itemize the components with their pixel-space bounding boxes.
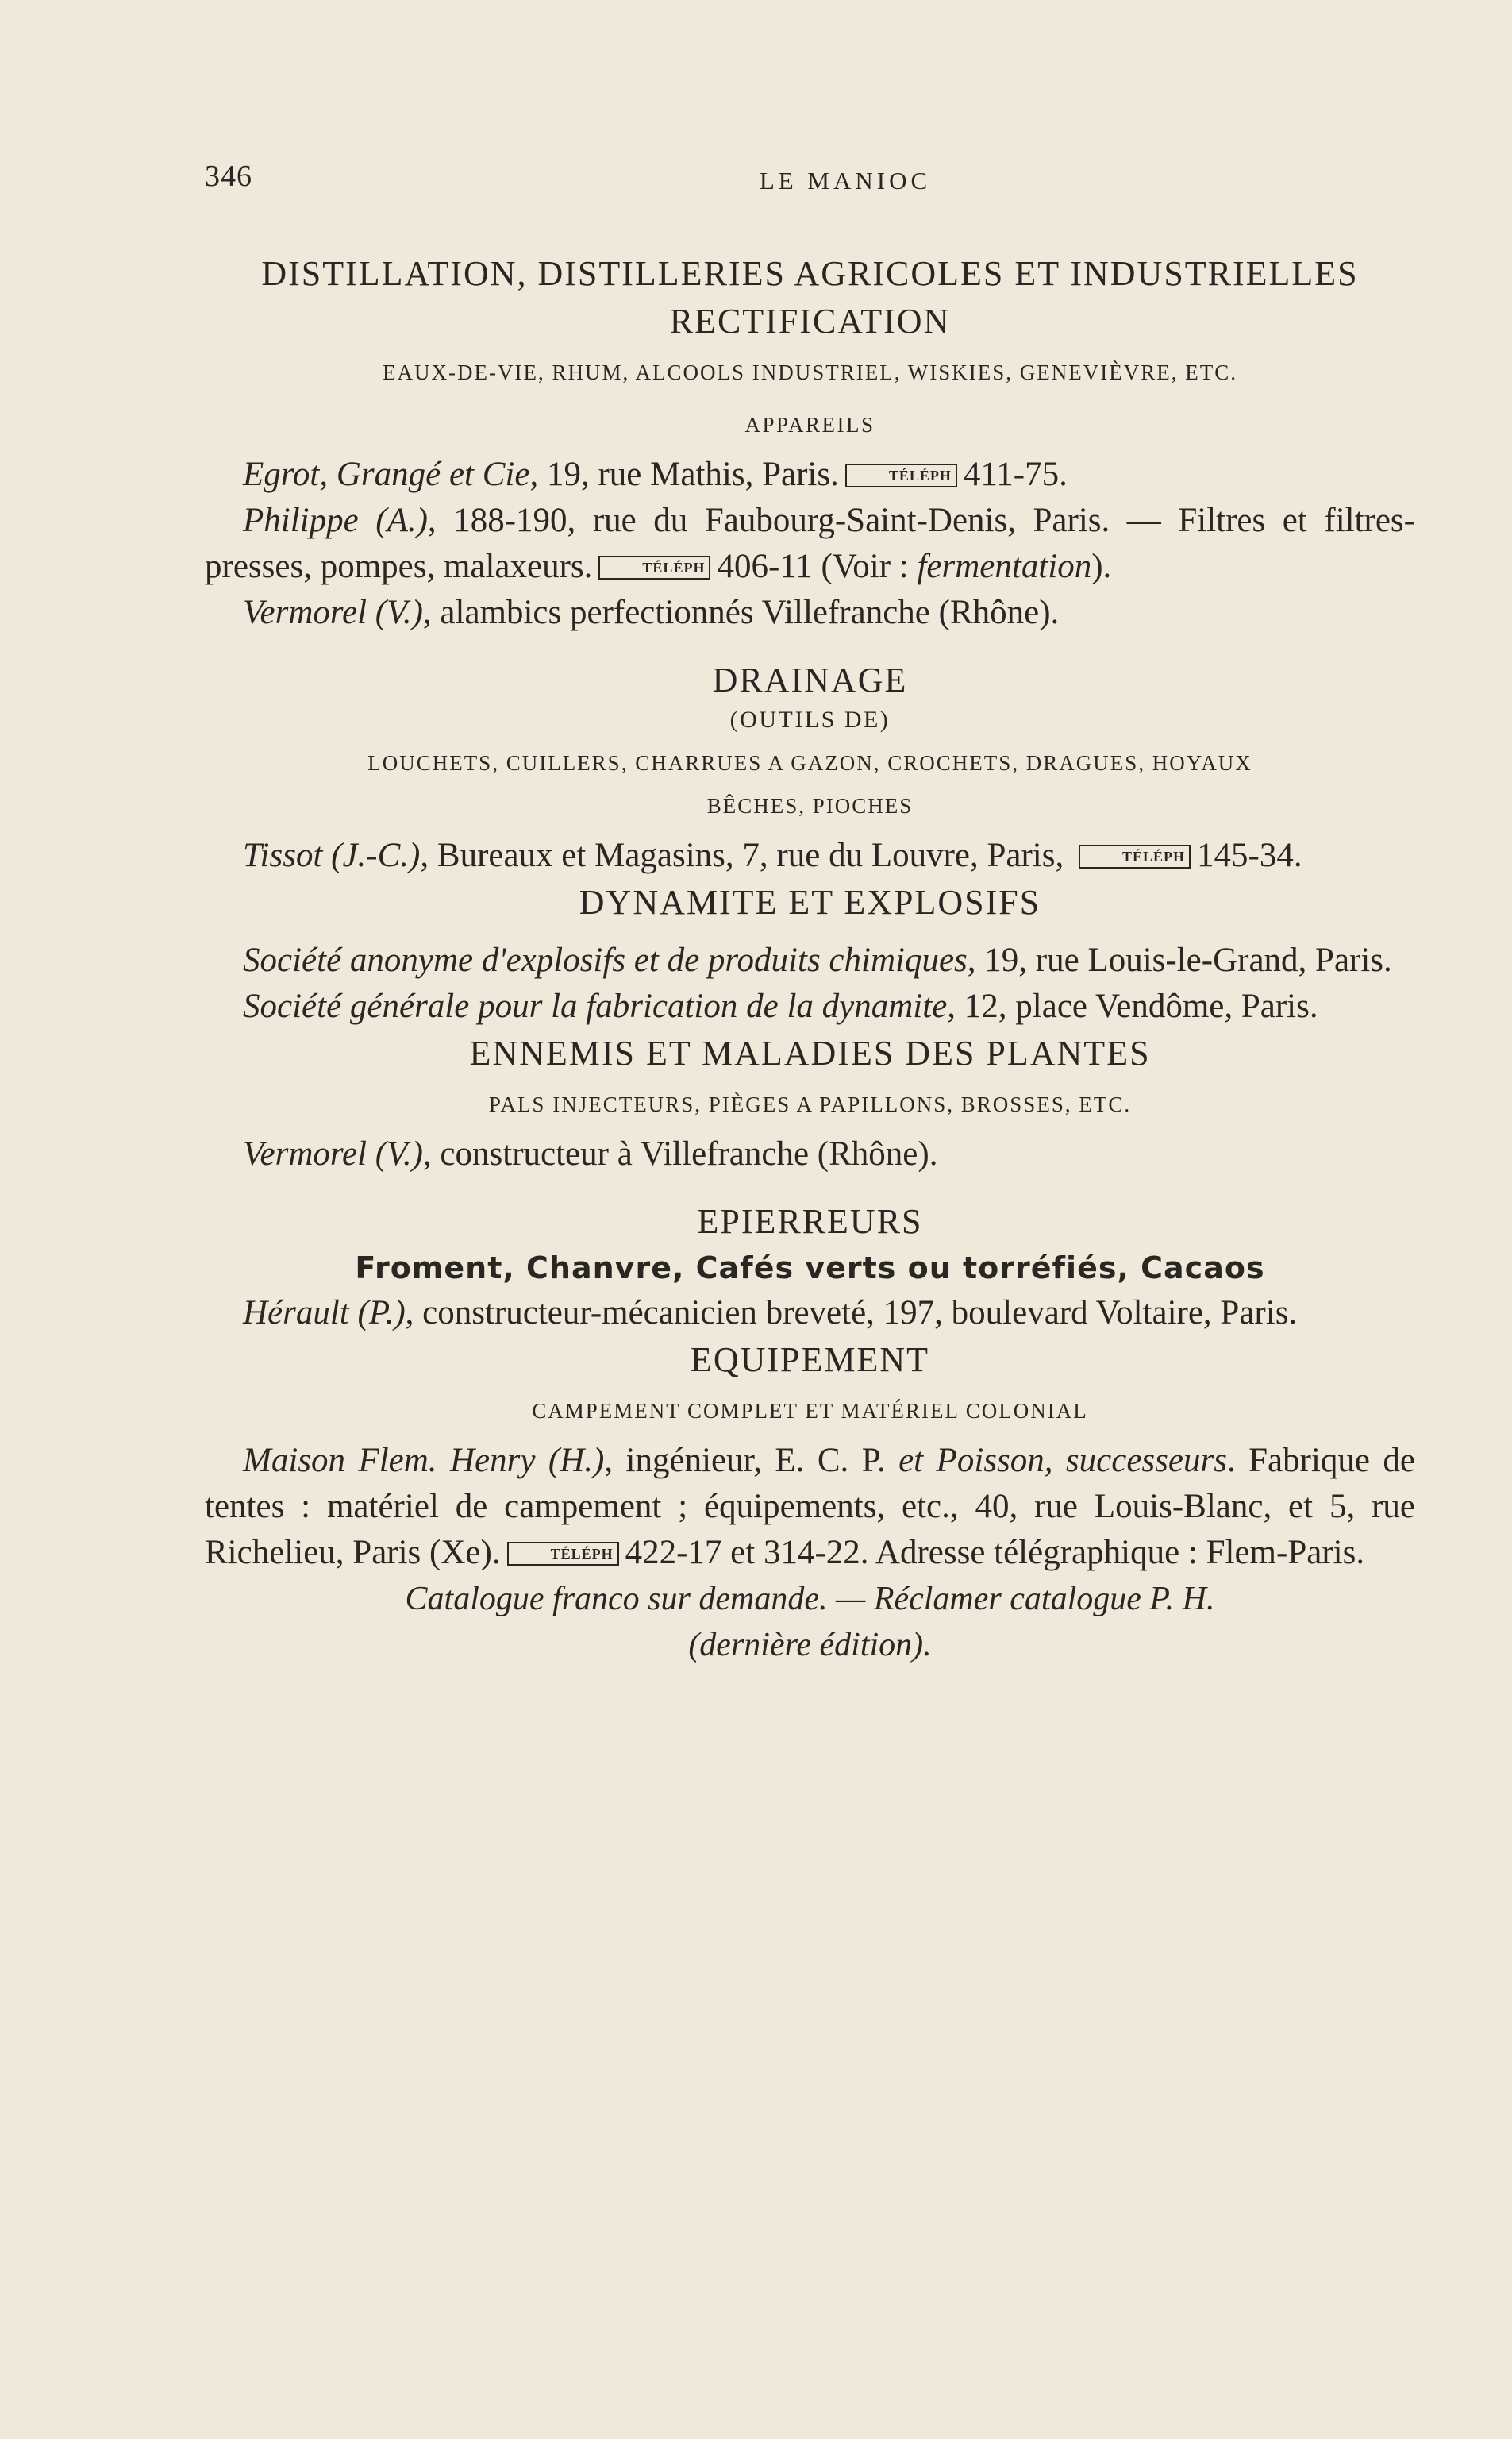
section-subtitle-ennemis: PALS INJECTEURS, PIÈGES A PAPILLONS, BROSSES, ETC. [488, 1092, 1132, 1116]
entry-societe-generale-dynamite: Société générale pour la fabrication de la dynamite, 12, place Vendôme, Paris. [243, 988, 1318, 1025]
telephone-badge: TÉLÉPH [845, 464, 957, 487]
entry-societe-anonyme-explosifs: Société anonyme d'explosifs et de produits chimiques, 19, rue Louis-le-Grand, Paris. [243, 942, 1392, 979]
section-subtitle-drainage-1: LOUCHETS, CUILLERS, CHARRUES A GAZON, CROCHETS, DRAGUES, HOYAUX [367, 751, 1252, 775]
running-title: LE MANIOC [759, 167, 932, 195]
entry-egrot: Egrot, Grangé et Cie, 19, rue Mathis, Paris. TÉLÉPH 411-75. [243, 456, 1068, 493]
section-title-dynamite: DYNAMITE ET EXPLOSIFS [579, 883, 1041, 922]
entry-philippe: Philippe (A.), 188-190, rue du Faubourg-Saint-Denis, Paris. — Filtres et filtres-presses, pompes, malaxeurs. TÉLÉPH 406-11 (Voir : fermentation). [205, 502, 1415, 585]
entry-herault: Hérault (P.), constructeur-mécanicien breveté, 197, boulevard Voltaire, Paris. [243, 1294, 1298, 1331]
entry-maison-flem-henry: Maison Flem. Henry (H.), ingénieur, E. C. P. et Poisson, successeurs. Fabrique de tentes : matériel de campement ; équipements, etc., 40, rue Louis-Blanc, et 5, rue Richelieu, Paris (Xe). TÉLÉPH 422-17 et 314-22. Adresse télégraphique : Flem-Paris. [205, 1442, 1416, 1571]
section-title-drainage: DRAINAGE [712, 661, 908, 699]
section-paren-drainage: (OUTILS DE) [729, 707, 891, 733]
section-title-distillation: DISTILLATION, DISTILLERIES AGRICOLES ET INDUSTRIELLES RECTIFICATION [261, 254, 1359, 341]
page-body [205, 250, 1415, 1668]
section-title-epierreurs: EPIERREURS [697, 1202, 923, 1241]
section-subtitle-equipement: CAMPEMENT COMPLET ET MATÉRIEL COLONIAL [532, 1399, 1088, 1423]
entry-vermorel-constructeur: Vermorel (V.), constructeur à Villefranche (Rhône). [243, 1135, 938, 1173]
entry-vermorel-alambics: Vermorel (V.), alambics perfectionnés Villefranche (Rhône). [243, 594, 1060, 631]
section-title-ennemis: ENNEMIS ET MALADIES DES PLANTES [469, 1034, 1151, 1073]
section-title-equipement: EQUIPEMENT [690, 1340, 930, 1379]
catalogue-note-line2: (dernière édition). [688, 1627, 932, 1663]
telephone-badge: TÉLÉPH [598, 556, 710, 580]
telephone-badge: TÉLÉPH [1079, 845, 1191, 869]
entry-tissot: Tissot (J.-C.), Bureaux et Magasins, 7, rue du Louvre, Paris, TÉLÉPH 145-34. [243, 837, 1302, 874]
page-number: 346 [205, 160, 252, 193]
section-subtitle-distillation: EAUX-DE-VIE, RHUM, ALCOOLS INDUSTRIEL, WISKIES, GENEVIÈVRE, ETC. [383, 360, 1237, 384]
subhead-appareils: APPAREILS [744, 413, 875, 437]
telephone-badge: TÉLÉPH [507, 1542, 619, 1566]
section-subtitle-drainage-2: BÊCHES, PIOCHES [706, 794, 914, 818]
catalogue-note-line1: Catalogue franco sur demande. — Réclamer catalogue P. H. [405, 1581, 1215, 1617]
section-bold-subtitle-epierreurs: Froment, Chanvre, Cafés verts ou torréfiés, Cacaos [355, 1250, 1265, 1285]
